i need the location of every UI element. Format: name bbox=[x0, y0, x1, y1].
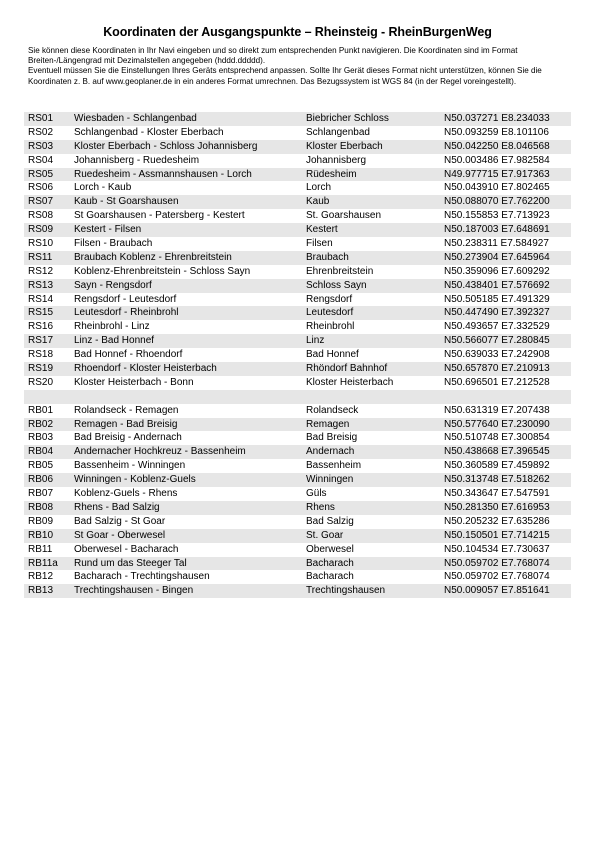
row-coordinates: N50.088070 E7.762200 bbox=[444, 196, 550, 208]
row-route: Bad Breisig - Andernach bbox=[74, 432, 182, 444]
row-start-point: Bad Honnef bbox=[306, 349, 359, 361]
row-coordinates: N50.566077 E7.280845 bbox=[444, 335, 550, 347]
row-start-point: Ehrenbreitstein bbox=[306, 265, 374, 277]
row-route: Johannisberg - Ruedesheim bbox=[74, 154, 200, 166]
intro-paragraph-1: Sie können diese Koordinaten in Ihr Navi eingeben und so direkt zum entsprechenden Punkt navigieren. Die Koordinaten sind im Format Breiten-/Längengrad mit Dezimalstellen angegeben (hddd.ddddd). bbox=[28, 46, 518, 66]
table-row bbox=[24, 529, 571, 543]
table-row bbox=[24, 279, 571, 293]
table-row bbox=[24, 154, 571, 168]
row-route: St Goar - Oberwesel bbox=[74, 529, 166, 541]
row-route: Rengsdorf - Leutesdorf bbox=[74, 293, 177, 305]
table-row bbox=[24, 126, 571, 140]
table-row bbox=[24, 404, 571, 418]
row-start-point: Rhens bbox=[306, 501, 335, 513]
table-row bbox=[24, 237, 571, 251]
row-coordinates: N50.281350 E7.616953 bbox=[444, 501, 550, 513]
table-row bbox=[24, 140, 571, 154]
row-code: RS04 bbox=[28, 154, 54, 166]
table-row bbox=[24, 376, 571, 390]
row-coordinates: N50.577640 E7.230090 bbox=[444, 418, 550, 430]
row-start-point: Kloster Eberbach bbox=[306, 140, 383, 152]
row-code: RB13 bbox=[28, 585, 54, 597]
table-row bbox=[24, 320, 571, 334]
row-start-point: Kloster Heisterbach bbox=[306, 376, 394, 388]
row-coordinates: N50.273904 E7.645964 bbox=[444, 251, 550, 263]
row-code: RB10 bbox=[28, 529, 54, 541]
row-start-point: Rüdesheim bbox=[306, 168, 357, 180]
table-row bbox=[24, 431, 571, 445]
row-code: RB11 bbox=[28, 543, 53, 555]
row-route: Rolandseck - Remagen bbox=[74, 404, 179, 416]
table-row bbox=[24, 584, 571, 598]
row-start-point: Lorch bbox=[306, 182, 332, 194]
row-coordinates: N50.003486 E7.982584 bbox=[444, 154, 550, 166]
row-start-point: St. Goar bbox=[306, 529, 344, 541]
table-row bbox=[24, 195, 571, 209]
row-route: Bad Salzig - St Goar bbox=[74, 515, 166, 527]
row-code: RS17 bbox=[28, 335, 54, 347]
row-route: Rhens - Bad Salzig bbox=[74, 501, 160, 513]
table-row bbox=[24, 306, 571, 320]
row-route: Kloster Heisterbach - Bonn bbox=[74, 376, 194, 388]
intro-paragraph-2: Eventuell müssen Sie die Einstellungen Ihres Geräts entsprechend anpassen. Sollte Ihr Gerät dieses Format nicht unterstützen, können Sie die Koordinaten z. B. auf www.geoplaner.de in ein anderes Format umrechnen. Das Bezugssystem ist WGS 84 (in der Regel voreingestellt). bbox=[28, 66, 542, 86]
row-coordinates: N50.360589 E7.459892 bbox=[444, 460, 550, 472]
row-coordinates: N50.059702 E7.768074 bbox=[444, 571, 550, 583]
row-code: RB06 bbox=[28, 474, 54, 486]
row-start-point: Schlangenbad bbox=[306, 126, 370, 138]
row-code: RB03 bbox=[28, 432, 54, 444]
row-coordinates: N50.631319 E7.207438 bbox=[444, 404, 550, 416]
row-code: RS20 bbox=[28, 376, 54, 388]
row-route: Koblenz-Ehrenbreitstein - Schloss Sayn bbox=[74, 265, 251, 277]
row-start-point: Rolandseck bbox=[306, 404, 359, 416]
row-route: Linz - Bad Honnef bbox=[74, 335, 155, 347]
row-code: RS08 bbox=[28, 210, 54, 222]
table-row bbox=[24, 570, 571, 584]
row-start-point: St. Goarshausen bbox=[306, 210, 382, 222]
row-route: Trechtingshausen - Bingen bbox=[74, 585, 194, 597]
row-coordinates: N50.510748 E7.300854 bbox=[444, 432, 550, 444]
row-route: Bad Honnef - Rhoendorf bbox=[74, 349, 183, 361]
table-row bbox=[24, 459, 571, 473]
row-start-point: Trechtingshausen bbox=[306, 585, 386, 597]
row-code: RS11 bbox=[28, 251, 53, 263]
row-start-point: Linz bbox=[306, 335, 325, 347]
row-route: Lorch - Kaub bbox=[74, 182, 132, 194]
row-code: RB08 bbox=[28, 501, 54, 513]
row-coordinates: N50.657870 E7.210913 bbox=[444, 363, 550, 375]
row-start-point: Bacharach bbox=[306, 571, 354, 583]
row-code: RS07 bbox=[28, 196, 54, 208]
table-row bbox=[24, 223, 571, 237]
row-start-point: Kestert bbox=[306, 224, 338, 236]
row-start-point: Braubach bbox=[306, 251, 349, 263]
row-code: RB02 bbox=[28, 418, 54, 430]
row-route: Schlangenbad - Kloster Eberbach bbox=[74, 126, 224, 138]
row-coordinates: N50.438668 E7.396545 bbox=[444, 446, 550, 458]
row-coordinates: N49.977715 E7.917363 bbox=[444, 168, 550, 180]
row-route: Leutesdorf - Rheinbrohl bbox=[74, 307, 179, 319]
row-start-point: Bad Breisig bbox=[306, 432, 358, 444]
row-code: RB11a bbox=[28, 557, 58, 569]
row-start-point: Leutesdorf bbox=[306, 307, 354, 319]
table-row bbox=[24, 251, 571, 265]
row-start-point: Rhöndorf Bahnhof bbox=[306, 363, 388, 375]
row-coordinates: N50.343647 E7.547591 bbox=[444, 488, 550, 500]
table-row bbox=[24, 418, 571, 432]
coordinates-table bbox=[24, 112, 571, 598]
row-coordinates: N50.205232 E7.635286 bbox=[444, 515, 550, 527]
row-code: RB12 bbox=[28, 571, 54, 583]
row-start-point: Bad Salzig bbox=[306, 515, 354, 527]
row-route: Wiesbaden - Schlangenbad bbox=[74, 113, 197, 124]
row-route: Andernacher Hochkreuz - Bassenheim bbox=[74, 446, 246, 458]
row-start-point: Andernach bbox=[306, 446, 355, 458]
row-start-point: Winningen bbox=[306, 474, 354, 486]
table-row bbox=[24, 557, 571, 571]
table-row bbox=[24, 362, 571, 376]
row-route: Sayn - Rengsdorf bbox=[74, 279, 152, 291]
row-coordinates: N50.238311 E7.584927 bbox=[444, 238, 549, 250]
row-route: Braubach Koblenz - Ehrenbreitstein bbox=[74, 251, 232, 263]
row-code: RS12 bbox=[28, 265, 54, 277]
row-coordinates: N50.059702 E7.768074 bbox=[444, 557, 550, 569]
row-code: RS06 bbox=[28, 182, 54, 194]
row-code: RB05 bbox=[28, 460, 54, 472]
table-row bbox=[24, 473, 571, 487]
section-separator bbox=[24, 390, 571, 404]
row-code: RS01 bbox=[28, 113, 54, 124]
row-coordinates: N50.037271 E8.234033 bbox=[444, 113, 550, 124]
table-row bbox=[24, 515, 571, 529]
row-route: Remagen - Bad Breisig bbox=[74, 418, 178, 430]
row-route: Filsen - Braubach bbox=[74, 238, 153, 250]
row-coordinates: N50.155853 E7.713923 bbox=[444, 210, 550, 222]
row-route: St Goarshausen - Patersberg - Kestert bbox=[74, 210, 245, 222]
row-coordinates: N50.313748 E7.518262 bbox=[444, 474, 550, 486]
row-route: Kloster Eberbach - Schloss Johannisberg bbox=[74, 140, 258, 152]
table-row bbox=[24, 181, 571, 195]
row-route: Rhoendorf - Kloster Heisterbach bbox=[74, 363, 217, 375]
row-coordinates: N50.042250 E8.046568 bbox=[444, 140, 550, 152]
row-coordinates: N50.438401 E7.576692 bbox=[444, 279, 550, 291]
page-title: Koordinaten der Ausgangspunkte – Rheinsteig - RheinBurgenWeg bbox=[103, 25, 492, 39]
table-row bbox=[24, 293, 571, 307]
row-code: RS19 bbox=[28, 363, 54, 375]
row-code: RS09 bbox=[28, 224, 54, 236]
row-start-point: Schloss Sayn bbox=[306, 279, 367, 291]
row-start-point: Rengsdorf bbox=[306, 293, 353, 305]
row-start-point: Johannisberg bbox=[306, 154, 367, 166]
row-route: Rheinbrohl - Linz bbox=[74, 321, 150, 333]
row-start-point: Rheinbrohl bbox=[306, 321, 355, 333]
row-coordinates: N50.493657 E7.332529 bbox=[444, 321, 550, 333]
row-coordinates: N50.104534 E7.730637 bbox=[444, 543, 550, 555]
row-coordinates: N50.093259 E8.101106 bbox=[444, 126, 549, 138]
table-row bbox=[24, 501, 571, 515]
table-row bbox=[24, 543, 571, 557]
row-code: RB04 bbox=[28, 446, 54, 458]
row-start-point: Filsen bbox=[306, 238, 333, 250]
row-route: Bassenheim - Winningen bbox=[74, 460, 186, 472]
row-coordinates: N50.639033 E7.242908 bbox=[444, 349, 550, 361]
table-row bbox=[24, 348, 571, 362]
row-start-point: Oberwesel bbox=[306, 543, 354, 555]
table-row bbox=[24, 265, 571, 279]
row-code: RS02 bbox=[28, 126, 54, 138]
row-route: Winningen - Koblenz-Guels bbox=[74, 474, 196, 486]
row-code: RS13 bbox=[28, 279, 54, 291]
row-coordinates: N50.447490 E7.392327 bbox=[444, 307, 550, 319]
row-code: RS03 bbox=[28, 140, 54, 152]
row-coordinates: N50.009057 E7.851641 bbox=[444, 585, 550, 597]
row-route: Koblenz-Guels - Rhens bbox=[74, 488, 178, 500]
row-start-point: Bassenheim bbox=[306, 460, 362, 472]
row-start-point: Bacharach bbox=[306, 557, 354, 569]
intro-text bbox=[28, 46, 568, 87]
row-route: Kestert - Filsen bbox=[74, 224, 142, 236]
row-code: RS15 bbox=[28, 307, 54, 319]
row-coordinates: N50.696501 E7.212528 bbox=[444, 376, 550, 388]
row-start-point: Biebricher Schloss bbox=[306, 113, 389, 124]
row-code: RS18 bbox=[28, 349, 54, 361]
row-route: Oberwesel - Bacharach bbox=[74, 543, 179, 555]
row-code: RS10 bbox=[28, 238, 54, 250]
row-coordinates: N50.150501 E7.714215 bbox=[444, 529, 550, 541]
table-row bbox=[24, 168, 571, 182]
row-route: Rund um das Steeger Tal bbox=[74, 557, 187, 569]
table-row bbox=[24, 445, 571, 459]
row-code: RB01 bbox=[28, 404, 54, 416]
row-code: RS16 bbox=[28, 321, 54, 333]
row-code: RS05 bbox=[28, 168, 54, 180]
row-coordinates: N50.187003 E7.648691 bbox=[444, 224, 550, 236]
table-row bbox=[24, 209, 571, 223]
row-code: RS14 bbox=[28, 293, 54, 305]
row-coordinates: N50.359096 E7.609292 bbox=[444, 265, 550, 277]
row-start-point: Remagen bbox=[306, 418, 350, 430]
row-code: RB09 bbox=[28, 515, 54, 527]
row-start-point: Güls bbox=[306, 488, 327, 500]
table-row bbox=[24, 487, 571, 501]
row-route: Kaub - St Goarshausen bbox=[74, 196, 179, 208]
table-row bbox=[24, 334, 571, 348]
table-row bbox=[24, 112, 571, 126]
row-route: Bacharach - Trechtingshausen bbox=[74, 571, 210, 583]
row-code: RB07 bbox=[28, 488, 54, 500]
row-route: Ruedesheim - Assmannshausen - Lorch bbox=[74, 168, 252, 180]
row-coordinates: N50.043910 E7.802465 bbox=[444, 182, 550, 194]
row-start-point: Kaub bbox=[306, 196, 330, 208]
row-coordinates: N50.505185 E7.491329 bbox=[444, 293, 550, 305]
